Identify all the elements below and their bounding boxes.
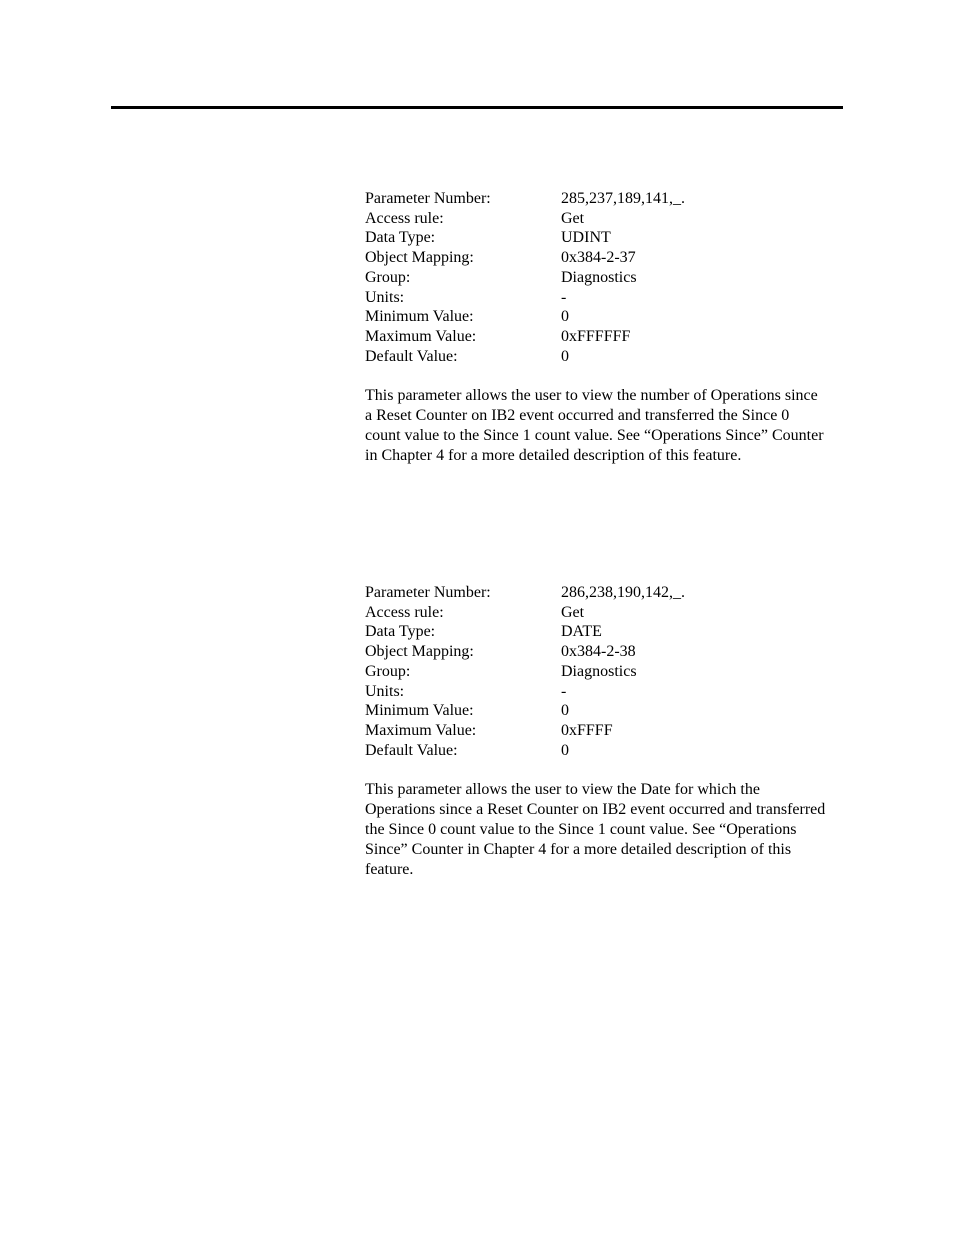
spec-value: 0xFFFFFF bbox=[561, 327, 631, 345]
parameter-block-286 bbox=[365, 583, 835, 895]
parameter-description: This parameter allows the user to view the Date for which the Operations since a Reset Counter on IB2 event occurred and transferred the Since 0 count value to the Since 1 count value. See “Operations Since” Counter in Chapter 4 for a more detailed description of this feature. bbox=[365, 781, 826, 878]
table-row bbox=[365, 189, 685, 209]
spec-label: Default Value: bbox=[365, 741, 458, 759]
spec-label: Units: bbox=[365, 682, 405, 700]
table-row bbox=[365, 307, 685, 327]
spec-value: 0 bbox=[561, 702, 569, 720]
table-row bbox=[365, 701, 685, 721]
spec-value: Diagnostics bbox=[561, 268, 637, 286]
spec-label: Data Type: bbox=[365, 623, 436, 641]
spec-value: 285,237,189,141,_. bbox=[561, 190, 685, 207]
table-row bbox=[365, 603, 685, 623]
spec-label: Object Mapping: bbox=[365, 249, 474, 267]
spec-label: Minimum Value: bbox=[365, 702, 474, 720]
spec-value: - bbox=[561, 682, 567, 700]
parameter-description: This parameter allows the user to view the number of Operations since a Reset Counter on IB2 event occurred and transferred the Since 0 count value to the Since 1 count value. See “Operations Since” Counter in Chapter 4 for a more detailed description of this feature. bbox=[365, 387, 824, 464]
spec-value: DATE bbox=[561, 623, 602, 641]
spec-value: 0x384-2-37 bbox=[561, 249, 636, 267]
spec-value: 0x384-2-38 bbox=[561, 643, 636, 661]
spec-label: Parameter Number: bbox=[365, 190, 491, 207]
spec-value: - bbox=[561, 288, 567, 306]
parameter-block-285 bbox=[365, 189, 835, 482]
table-row bbox=[365, 642, 685, 662]
spec-value: Diagnostics bbox=[561, 662, 637, 680]
spec-value: 0 bbox=[561, 308, 569, 326]
table-row bbox=[365, 248, 685, 268]
spec-value: 0 bbox=[561, 741, 569, 759]
table-row bbox=[365, 228, 685, 248]
parameter-spec-table bbox=[365, 583, 685, 760]
spec-label: Group: bbox=[365, 662, 411, 680]
spec-label: Group: bbox=[365, 268, 411, 286]
spec-label: Maximum Value: bbox=[365, 327, 477, 345]
spec-label: Access rule: bbox=[365, 209, 444, 227]
spec-label: Data Type: bbox=[365, 229, 436, 247]
table-row bbox=[365, 662, 685, 682]
spec-value: Get bbox=[561, 603, 585, 621]
table-row bbox=[365, 682, 685, 702]
spec-label: Default Value: bbox=[365, 347, 458, 365]
table-row bbox=[365, 209, 685, 229]
spec-label: Minimum Value: bbox=[365, 308, 474, 326]
table-row bbox=[365, 622, 685, 642]
spec-label: Object Mapping: bbox=[365, 643, 474, 661]
table-row bbox=[365, 288, 685, 308]
table-row bbox=[365, 327, 685, 347]
table-row bbox=[365, 741, 685, 761]
spec-value: 0 bbox=[561, 347, 569, 365]
spec-label: Access rule: bbox=[365, 603, 444, 621]
spec-label: Units: bbox=[365, 288, 405, 306]
spec-label: Parameter Number: bbox=[365, 584, 491, 601]
table-row bbox=[365, 268, 685, 288]
table-row bbox=[365, 721, 685, 741]
table-row bbox=[365, 583, 685, 603]
parameter-spec-table bbox=[365, 189, 685, 366]
spec-label: Maximum Value: bbox=[365, 721, 477, 739]
header-rule bbox=[111, 106, 843, 109]
spec-value: Get bbox=[561, 209, 585, 227]
table-row bbox=[365, 347, 685, 367]
spec-value: UDINT bbox=[561, 229, 611, 247]
spec-value: 286,238,190,142,_. bbox=[561, 584, 685, 601]
spec-value: 0xFFFF bbox=[561, 721, 613, 739]
